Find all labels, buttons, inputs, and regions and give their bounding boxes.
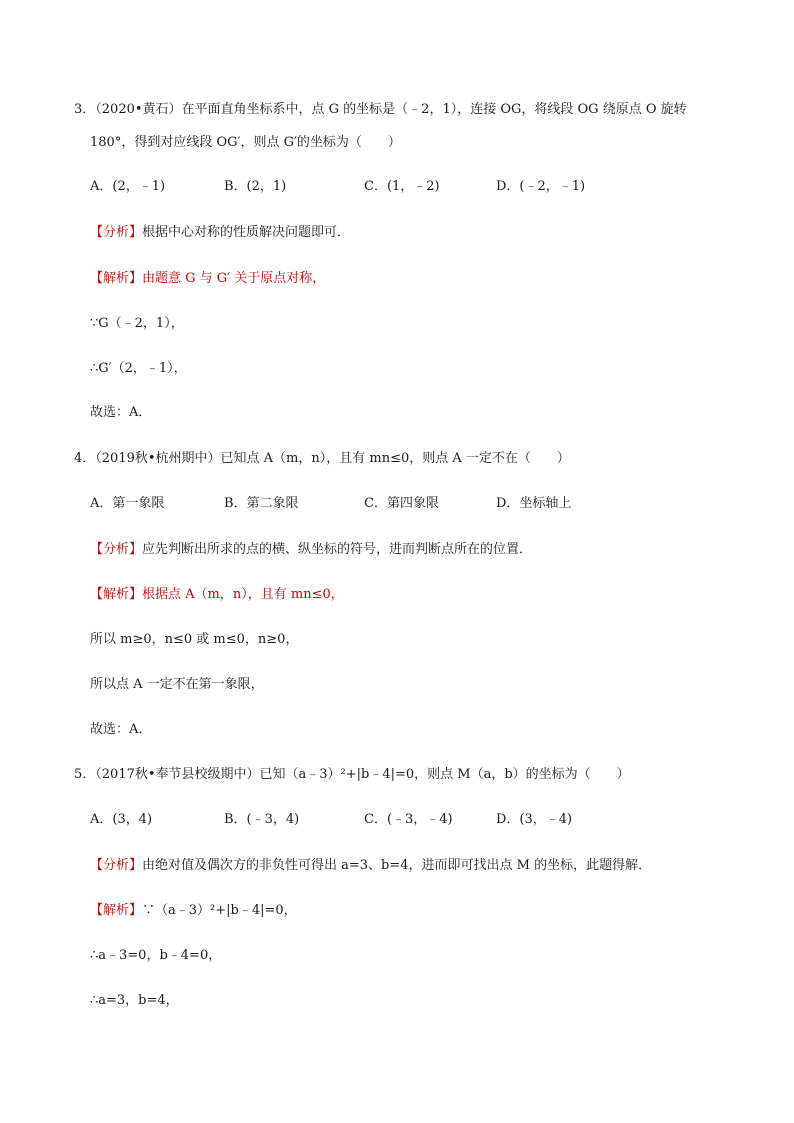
question-5-analysis [90, 857, 651, 875]
question-3-stem: 3．（2020•黄石）在平面直角坐标系中，点 G 的坐标是（﹣2，1），连接 OG，将线段 OG 绕原点 O 旋转 [74, 102, 687, 117]
analysis-text: 根据中心对称的性质解决问题即可． [142, 225, 351, 240]
solution-step: 所以点 A 一定不在第一象限， [90, 677, 264, 692]
option-d: D．(3，﹣4) [496, 812, 573, 827]
analysis-tag: 【分析】 [90, 858, 143, 873]
question-5-stem: 5．（2017秋•奉节县校级期中）已知（a﹣3）²+|b﹣4|=0，则点 M（a，b）的坐标为（ ） [74, 767, 630, 782]
solution-step: ∵G（﹣2，1）， [90, 316, 184, 331]
option-c: C．(﹣3，﹣4) [364, 812, 453, 827]
question-4-stem: 4．（2019秋•杭州期中）已知点 A（m，n），且有 mn≤0，则点 A 一定不在（ ） [74, 451, 570, 466]
analysis-tag: 【分析】 [90, 225, 143, 240]
solution-tag: 【解析】 [90, 587, 143, 602]
solution-step: 故选：A． [90, 722, 152, 737]
solution-text: ∵（a﹣3）²+|b﹣4|=0， [142, 903, 297, 918]
option-c: C．(1，﹣2) [364, 179, 440, 194]
question-5-solution [90, 902, 297, 920]
option-d: D．坐标轴上 [496, 496, 572, 511]
option-a: A．(2，﹣1) [90, 179, 166, 194]
question-4-analysis [90, 541, 532, 559]
option-c: C．第四象限 [364, 496, 439, 511]
question-3-analysis [90, 224, 350, 242]
solution-tag: 【解析】 [90, 903, 143, 918]
question-4-solution [90, 586, 344, 604]
option-a: A．第一象限 [90, 496, 165, 511]
option-b: B．(2，1) [224, 179, 287, 194]
option-a: A．(3，4) [90, 812, 153, 827]
solution-step: 故选：A． [90, 405, 152, 420]
solution-text: 由题意 G 与 G′ 关于原点对称， [142, 271, 326, 286]
solution-tag: 【解析】 [90, 271, 143, 286]
question-3-solution [90, 270, 325, 288]
question-3-stem-continued: 180°，得到对应线段 OG′，则点 G′的坐标为（ ） [90, 135, 401, 150]
analysis-text: 应先判断出所求的点的横、纵坐标的符号，进而判断点所在的位置． [142, 542, 533, 557]
solution-step: ∴G′（2，﹣1）， [90, 361, 187, 376]
option-b: B．第二象限 [224, 496, 299, 511]
solution-step: 所以 m≥0，n≤0 或 m≤0，n≥0， [90, 632, 299, 647]
option-d: D．(﹣2，﹣1) [496, 179, 586, 194]
solution-step: ∴a﹣3=0，b﹣4=0， [90, 948, 222, 963]
solution-text: 根据点 A（m，n），且有 mn≤0， [142, 587, 344, 602]
option-b: B．(﹣3，4) [224, 812, 300, 827]
analysis-tag: 【分析】 [90, 542, 143, 557]
analysis-text: 由绝对值及偶次方的非负性可得出 a=3、b=4，进而即可找出点 M 的坐标，此题得解． [142, 858, 652, 873]
solution-step: ∴a=3，b=4， [90, 993, 179, 1008]
